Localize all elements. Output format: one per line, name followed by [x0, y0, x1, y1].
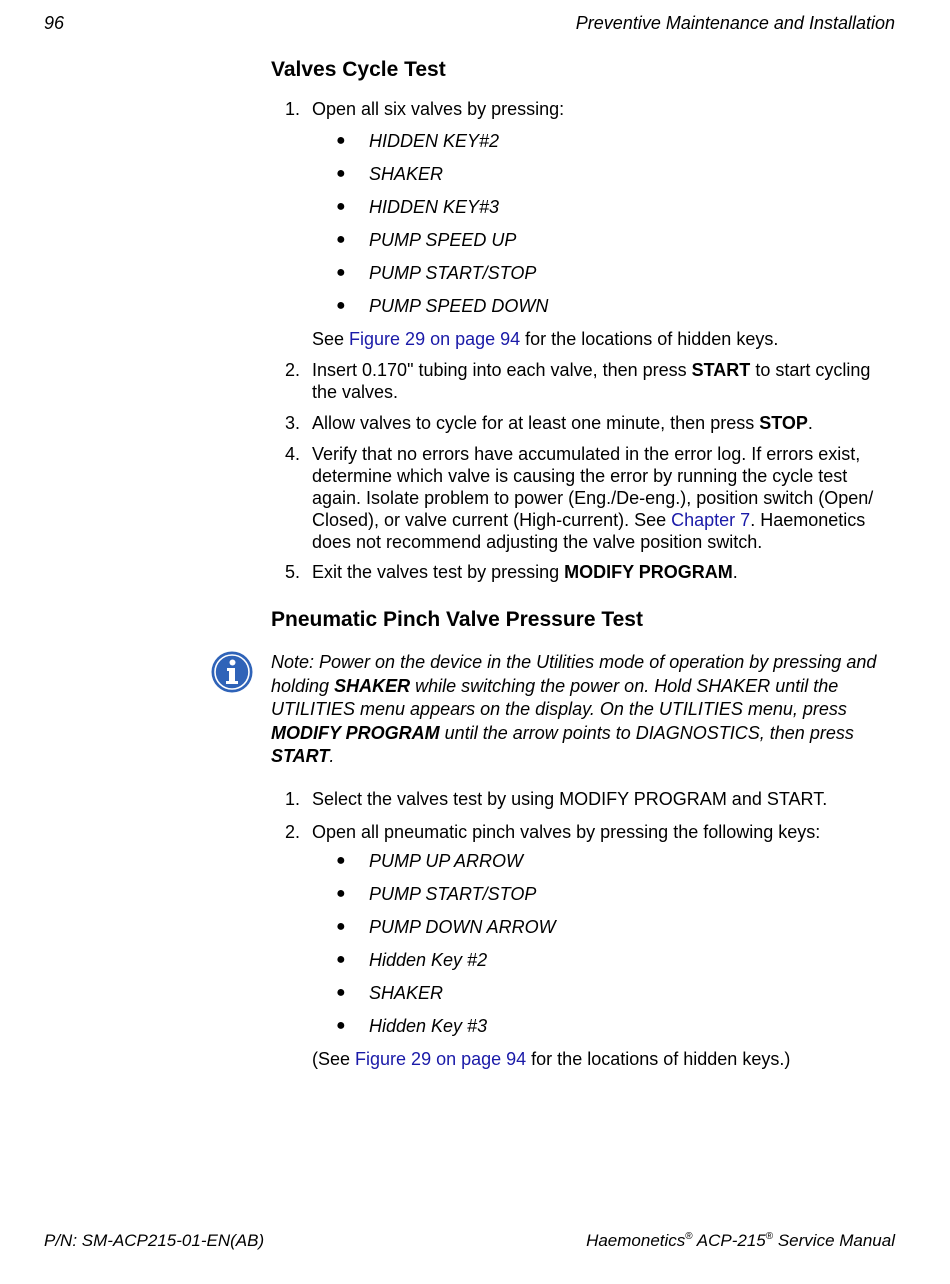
step-number: 4.: [285, 444, 301, 464]
figure-link[interactable]: Figure 29 on page 94: [355, 1049, 527, 1069]
figure-link[interactable]: Figure 29 on page 94: [349, 329, 521, 349]
step-number: 3.: [285, 413, 301, 433]
step-number: 1.: [285, 789, 301, 809]
bullet: ●: [336, 132, 346, 149]
key-item: Hidden Key #2: [369, 950, 488, 970]
key-item: SHAKER: [369, 983, 444, 1003]
chapter-link[interactable]: Chapter 7: [671, 510, 751, 530]
step-text: Allow valves to cycle for at least one minute, then press STOP.: [312, 413, 813, 433]
step-text: Verify that no errors have accumulated in the error log. If errors exist, determine which valve is causing the error by running the cycle test again. Isolate problem to power (Eng./De-eng.), position switch (Open/ Closed), or valve current (High-current). See Chapter 7. Haemonetics does not recommend adjusting the valve position switch.: [312, 444, 874, 552]
bullet: ●: [336, 918, 346, 935]
info-icon: [210, 650, 254, 694]
key-item: HIDDEN KEY#3: [369, 197, 500, 217]
pinch-test-heading: Pneumatic Pinch Valve Pressure Test: [271, 608, 643, 631]
step-number: 5.: [285, 562, 301, 582]
key-item: HIDDEN KEY#2: [369, 131, 500, 151]
step-text: Open all six valves by pressing:: [312, 99, 565, 119]
key-item: PUMP START/STOP: [369, 263, 537, 283]
manual-title: Haemonetics® ACP-215® Service Manual: [586, 1231, 895, 1250]
part-number: P/N: SM-ACP215-01-EN(AB): [44, 1231, 265, 1250]
valves-cycle-heading: Valves Cycle Test: [271, 58, 446, 81]
bullet: ●: [336, 198, 346, 215]
see-figure-text: (See Figure 29 on page 94 for the locations of hidden keys.): [312, 1049, 791, 1069]
note-text: Note: Power on the device in the Utilities mode of operation by pressing and holding SHAKER while switching the power on. Hold SHAKER until the UTILITIES menu appears on the display. On the UTILITIES menu, press MODIFY PROGRAM until the arrow points to DIAGNOSTICS, then press START.: [271, 652, 877, 766]
bullet: ●: [336, 231, 346, 248]
step-number: 1.: [285, 99, 301, 119]
key-item: SHAKER: [369, 164, 444, 184]
page-number: 96: [44, 13, 65, 33]
see-figure-text: See Figure 29 on page 94 for the locations of hidden keys.: [312, 329, 779, 349]
step-text: Select the valves test by using MODIFY PROGRAM and START.: [312, 789, 828, 809]
step-text: Insert 0.170" tubing into each valve, then press START to start cycling the valves.: [312, 360, 871, 402]
key-item: Hidden Key #3: [369, 1016, 488, 1036]
step-number: 2.: [285, 822, 301, 842]
bullet: ●: [336, 264, 346, 281]
bullet: ●: [336, 984, 346, 1001]
bullet: ●: [336, 951, 346, 968]
key-item: PUMP SPEED DOWN: [369, 296, 549, 316]
running-header: Preventive Maintenance and Installation: [575, 13, 895, 33]
bullet: ●: [336, 165, 346, 182]
bullet: ●: [336, 1017, 346, 1034]
key-item: PUMP SPEED UP: [369, 230, 517, 250]
key-item: PUMP START/STOP: [369, 884, 537, 904]
key-item: PUMP DOWN ARROW: [369, 917, 556, 937]
step-text: Exit the valves test by pressing MODIFY PROGRAM.: [312, 562, 738, 582]
step-number: 2.: [285, 360, 301, 380]
bullet: ●: [336, 852, 346, 869]
step-text: Open all pneumatic pinch valves by pressing the following keys:: [312, 822, 821, 842]
key-item: PUMP UP ARROW: [369, 851, 524, 871]
bullet: ●: [336, 885, 346, 902]
bullet: ●: [336, 297, 346, 314]
